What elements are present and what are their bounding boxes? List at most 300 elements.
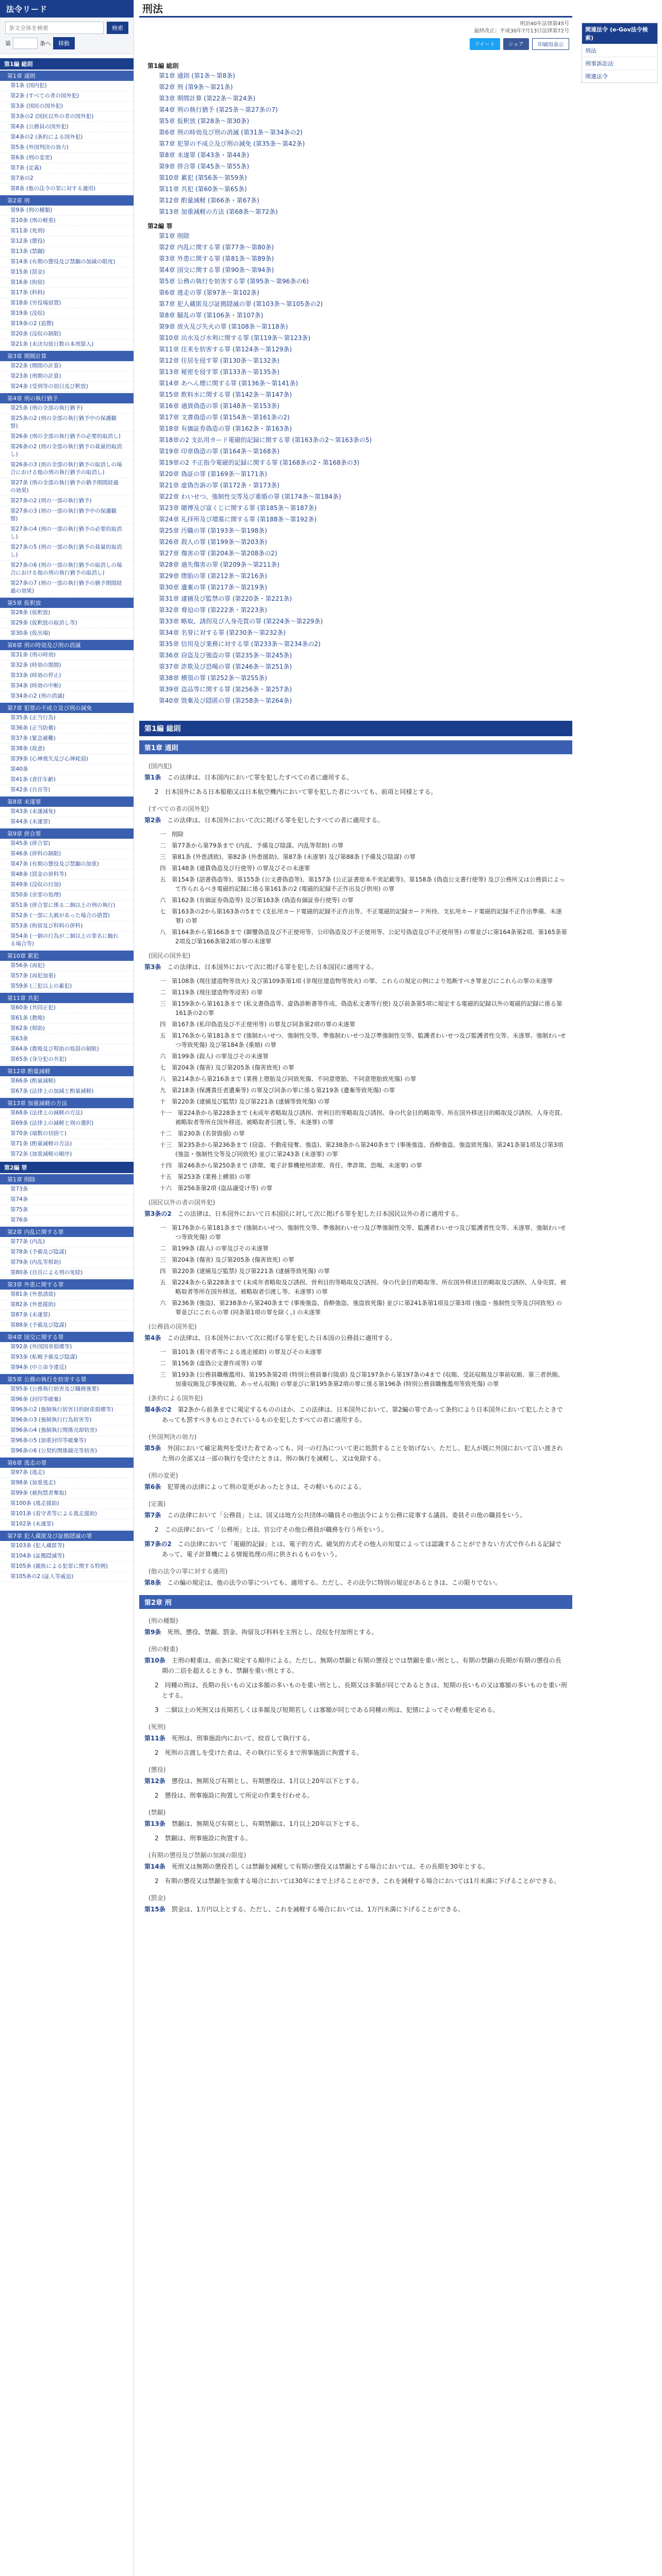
sidebar-toc-chapter[interactable]: 第1章 通則	[0, 71, 134, 81]
sidebar-toc-article[interactable]: 第96条の2 (強制執行妨害目的財産損壊等)	[0, 1405, 134, 1415]
sidebar-toc-article[interactable]: 第76条	[0, 1215, 134, 1226]
sidebar-toc-article[interactable]: 第30条 (仮出場)	[0, 629, 134, 639]
sidebar-toc-article[interactable]: 第64条 (教唆及び幇助の処罰の制限)	[0, 1044, 134, 1055]
sidebar-toc-article[interactable]: 第17条 (科料)	[0, 288, 134, 298]
toc-chapter-link[interactable]: 第39章 盗品等に関する罪 (第256条・第257条)	[159, 686, 292, 693]
sidebar-toc-chapter[interactable]: 第7章 犯罪の不成立及び刑の減免	[0, 703, 134, 713]
sidebar-toc-article[interactable]: 第74条	[0, 1195, 134, 1205]
toc-chapter-link[interactable]: 第38章 横領の罪 (第252条～第255条)	[159, 674, 268, 682]
article-number[interactable]: 第10条	[144, 1657, 166, 1664]
toc-chapter-link[interactable]: 第35章 信用及び業務に対する罪 (第233条～第234条の2)	[159, 640, 321, 648]
sidebar-toc-article[interactable]: 第47条 (有期の懲役及び禁錮の加重)	[0, 859, 134, 870]
sidebar-toc-article[interactable]: 第4条の2 (条約による国外犯)	[0, 132, 134, 143]
article-text: 死刑は、刑事施設内において、絞首して執行する。	[171, 1735, 314, 1742]
article-number[interactable]: 第2条	[144, 817, 161, 824]
toc-chapter-link[interactable]: 第17章 文書偽造の罪 (第154条～第161条の2)	[159, 414, 290, 421]
sidebar-toc-article[interactable]: 第11条 (死刑)	[0, 226, 134, 236]
sidebar-toc-article[interactable]: 第101条 (看守者等による逃走援助)	[0, 1509, 134, 1519]
toc-chapter-link[interactable]: 第11章 往来を妨害する罪 (第124条～第129条)	[159, 346, 292, 353]
article	[139, 1626, 572, 1640]
sidebar-toc-article[interactable]: 第36条 (正当防衛)	[0, 723, 134, 734]
sidebar-toc-article[interactable]: 第4条 (公務員の国外犯)	[0, 122, 134, 132]
sidebar-toc-chapter[interactable]: 第4章 刑の執行猶予	[0, 393, 134, 403]
toc-chapter-link[interactable]: 第8章 未遂罪 (第43条・第44条)	[159, 151, 250, 159]
sidebar-toc-article[interactable]: 第23条 (刑期の計算)	[0, 371, 134, 382]
sidebar-toc-article[interactable]: 第75条	[0, 1205, 134, 1215]
article-number[interactable]: 第12条	[144, 1777, 166, 1785]
site-header	[0, 0, 134, 18]
sidebar-toc-article[interactable]: 第9条 (刑の種類)	[0, 206, 134, 216]
article-item: 三 第81条 (外患誘致)、第82条 (外患援助)、第87条 (未遂罪) 及び第88条 (予備及び陰謀) の罪	[160, 853, 416, 860]
sidebar-toc-article[interactable]: 第65条 (身分犯の共犯)	[0, 1055, 134, 1065]
article-item: 五 第224条から第228条まで (未成年者略取及び誘拐、営利目的等略取及び誘拐、身の代金目的略取等、所在国外移送目的略取及び誘拐、人身売買、被略取者等所在国外移送、被略取者引渡し等、未遂罪) の罪	[160, 1279, 567, 1295]
article-number[interactable]: 第7条	[144, 1512, 161, 1519]
sidebar-toc-article[interactable]: 第62条 (幇助)	[0, 1024, 134, 1034]
sidebar-toc-article[interactable]: 第68条 (法律上の減軽の方法)	[0, 1108, 134, 1118]
sidebar-toc-article[interactable]: 第71条 (酌量減軽の方法)	[0, 1139, 134, 1149]
sidebar-toc-article[interactable]: 第16条 (拘留)	[0, 278, 134, 288]
sidebar-toc-article[interactable]: 第3条 (国民の国外犯)	[0, 101, 134, 112]
article-number[interactable]: 第11条	[144, 1735, 166, 1742]
article	[139, 1481, 572, 1495]
related-laws-box	[582, 23, 658, 83]
sidebar-toc-article[interactable]: 第19条 (没収)	[0, 309, 134, 319]
sidebar-toc-article[interactable]: 第26条の2 (刑の全部の執行猶予の裁量的取消し)	[0, 442, 134, 460]
article-caption: (公務員の国外犯)	[148, 1323, 197, 1330]
article-item: 五 第176条から第181条まで (強制わいせつ、強制性交等、準強制わいせつ及び準強制性交等、監護者わいせつ及び監護者性交等、未遂罪、強制わいせつ等致死傷) 及び第184条 (重婚) の罪	[160, 1032, 566, 1048]
article-caption: (刑の軽重)	[148, 1646, 178, 1653]
paragraph: 3 二個以上の死刑又は長期若しくは多額及び短期若しくは寡額が同じである同種の刑は、犯情によってその軽重を定める。	[155, 1706, 499, 1714]
print-view-button[interactable]: 印刷用表示	[532, 38, 569, 50]
sidebar-toc-article[interactable]: 第12条 (懲役)	[0, 236, 134, 247]
sidebar-toc-article[interactable]: 第96条の4 (強制執行関係売却妨害)	[0, 1426, 134, 1436]
sidebar-toc-article[interactable]: 第13条 (禁錮)	[0, 247, 134, 257]
article-number[interactable]: 第15条	[144, 1906, 166, 1913]
toc-chapter-link[interactable]: 第18章 有価証券偽造の罪 (第162条・第163条)	[159, 425, 292, 432]
sidebar-toc-article[interactable]: 第48条 (罰金の併科等)	[0, 870, 134, 880]
sidebar-toc-article[interactable]: 第102条 (未遂罪)	[0, 1519, 134, 1530]
sidebar-toc-article[interactable]: 第27条の6 (刑の一部の執行猶予の取消しの場合における他の刑の執行猶予の取消し)	[0, 561, 134, 579]
article-caption: (すべての者の国外犯)	[148, 805, 209, 812]
article	[139, 1442, 572, 1467]
article-number[interactable]: 第7条の2	[144, 1540, 172, 1548]
sidebar-toc-chapter[interactable]: 第4章 国交に関する罪	[0, 1332, 134, 1342]
sidebar-toc-article[interactable]: 第95条 (公務執行妨害及び職務強要)	[0, 1384, 134, 1395]
article-item: 十二 第230条 (名誉毀損) の罪	[160, 1130, 245, 1137]
sidebar-toc-article[interactable]: 第27条の5 (刑の一部の執行猶予の裁量的取消し)	[0, 543, 134, 561]
sidebar-toc-article[interactable]: 第39条 (心神喪失及び心神耗弱)	[0, 754, 134, 765]
sidebar-toc-article[interactable]: 第70条 (端数の切捨て)	[0, 1129, 134, 1139]
sidebar-toc-article[interactable]: 第99条 (被拘禁者奪取)	[0, 1488, 134, 1499]
article	[139, 1208, 572, 1222]
sidebar-toc-article[interactable]: 第31条 (刑の時効)	[0, 650, 134, 660]
sidebar-toc-article[interactable]: 第77条 (内乱)	[0, 1237, 134, 1247]
sidebar-toc-article[interactable]: 第26条 (刑の全部の執行猶予の必要的取消し)	[0, 432, 134, 442]
article	[139, 1509, 572, 1523]
toc-chapter-link[interactable]: 第13章 加重減軽の方法 (第68条～第72条)	[159, 208, 278, 215]
sidebar-toc-chapter[interactable]: 第6章 逃走の罪	[0, 1458, 134, 1468]
article-number[interactable]: 第4条	[144, 1334, 161, 1342]
sidebar-toc-article[interactable]: 第49条 (没収の付加)	[0, 880, 134, 890]
sidebar-toc-article[interactable]: 第34条の2 (刑の消滅)	[0, 691, 134, 702]
paragraph: 2 死刑の言渡しを受けた者は、その執行に至るまで刑事施設に拘置する。	[155, 1749, 363, 1756]
article-text: この法律は、日本国外において次に掲げる罪を犯した日本国の公務員に適用する。	[167, 1334, 396, 1342]
sidebar-toc-article[interactable]: 第81条 (外患誘致)	[0, 1290, 134, 1300]
sidebar-toc-article[interactable]: 第27条の3 (刑の一部の執行猶予中の保護観察)	[0, 506, 134, 524]
search-panel	[0, 18, 134, 54]
sidebar-toc-article[interactable]: 第34条 (時効の中断)	[0, 681, 134, 691]
sidebar-toc-article[interactable]: 第79条 (内乱等幇助)	[0, 1258, 134, 1268]
sidebar-toc-article[interactable]: 第10条 (刑の軽重)	[0, 216, 134, 226]
article-item: 一 第101条 (看守者等による逃走援助) の罪及びその未遂罪	[160, 1348, 322, 1355]
article	[139, 1903, 572, 1918]
sidebar-toc-article[interactable]: 第21条 (未決勾留日数の本刑算入)	[0, 340, 134, 350]
sidebar-toc	[0, 54, 134, 1584]
toc-chapter-link[interactable]: 第9章 併合罪 (第45条～第55条)	[159, 163, 250, 170]
sidebar-toc-article[interactable]: 第82条 (外患援助)	[0, 1300, 134, 1310]
toc-chapter-link[interactable]: 第36章 窃盗及び強盗の罪 (第235条～第245条)	[159, 652, 292, 659]
toc-chapter-link[interactable]: 第19章の2 不正指令電磁的記録に関する罪 (第168条の2・第168条の3)	[159, 459, 359, 466]
article	[139, 814, 572, 828]
sidebar-toc-article[interactable]: 第73条	[0, 1184, 134, 1195]
sidebar-toc-article[interactable]: 第61条 (教唆)	[0, 1013, 134, 1024]
sidebar-toc-article[interactable]: 第87条 (未遂罪)	[0, 1310, 134, 1320]
toc-chapter-link[interactable]: 第24章 礼拝所及び墳墓に関する罪 (第188条～第192条)	[159, 516, 317, 523]
toc-chapter-link[interactable]: 第40章 毀棄及び隠匿の罪 (第258条～第264条)	[159, 697, 292, 704]
main-toc	[139, 55, 572, 714]
sidebar-toc-article[interactable]: 第26条の3 (刑の全部の執行猶予の取消しの場合における他の刑の執行猶予の取消し)	[0, 460, 134, 478]
sidebar-toc-article[interactable]: 第94条 (中立命令違反)	[0, 1363, 134, 1373]
related-law-link[interactable]: 関連法令	[582, 70, 657, 82]
related-laws-heading: 関連法令 (e-Gov法令検索)	[582, 23, 657, 44]
article-item: 三 第159条から第161条まで (私文書偽造等、虚偽診断書等作成、偽造私文書等行使) 及び前条第5項に規定する電磁的記録以外の電磁的記録に係る第161条の2の罪	[160, 1000, 562, 1016]
sidebar-toc-article[interactable]: 第67条 (法律上の加減と酌量減軽)	[0, 1087, 134, 1097]
sidebar-toc-article[interactable]: 第54条 (一個の行為が二個以上の罪名に触れる場合等)	[0, 931, 134, 950]
sidebar-toc-article[interactable]: 第96条 (封印等破棄)	[0, 1395, 134, 1405]
sidebar-toc-article[interactable]: 第28条 (仮釈放)	[0, 608, 134, 618]
article-item: 五 第154条 (詔書偽造等)、第155条 (公文書偽造等)、第157条 (公正証書原本不実記載等)、第158条 (偽造公文書行使等) 及び公務所又は公務員によって作られるべき電磁的記録に係る第161条の2 (電磁的記録不正作出及び供用) の罪	[160, 876, 565, 892]
sidebar-toc-article[interactable]: 第104条 (証拠隠滅等)	[0, 1551, 134, 1562]
toc-chapter-link[interactable]: 第19章 印章偽造の罪 (第164条～第168条)	[159, 448, 280, 455]
sidebar-toc-article[interactable]: 第60条 (共同正犯)	[0, 1003, 134, 1013]
toc-chapter-link[interactable]: 第30章 遺棄の罪 (第217条～第219条)	[159, 584, 268, 591]
sidebar-toc-article[interactable]: 第41条 (責任年齢)	[0, 775, 134, 785]
toc-chapter-link[interactable]: 第5章 仮釈放 (第28条～第30条)	[159, 117, 250, 125]
sidebar-toc-article[interactable]: 第27条の7 (刑の一部の執行猶予の猶予期間経過の効果)	[0, 579, 134, 597]
article	[139, 1332, 572, 1346]
toc-chapter-link[interactable]: 第4章 刑の執行猶予 (第25条～第27条の7)	[159, 106, 278, 113]
article-number[interactable]: 第8条	[144, 1579, 161, 1586]
sidebar-toc-article[interactable]: 第43条 (未遂減免)	[0, 807, 134, 817]
article	[139, 771, 572, 786]
site-logo[interactable]: 法令リード	[6, 4, 48, 14]
sidebar-toc-article[interactable]: 第7条 (定義)	[0, 163, 134, 174]
sidebar-toc-article[interactable]: 第32条 (時効の期間)	[0, 660, 134, 671]
article-number[interactable]: 第9条	[144, 1629, 161, 1636]
article	[139, 961, 572, 975]
sidebar-toc-article[interactable]: 第80条 (自首による刑の免除)	[0, 1268, 134, 1278]
article-item: 三 第204条 (傷害) 及び第205条 (傷害致死) の罪	[160, 1256, 294, 1263]
twitter-share-button[interactable]: ツイート	[470, 38, 501, 50]
toc-chapter-link[interactable]: 第12章 酌量減軽 (第66条・第67条)	[159, 197, 259, 204]
toc-chapter-link[interactable]: 第10章 累犯 (第56条～第59条)	[159, 174, 247, 181]
article-number[interactable]: 第1条	[144, 774, 161, 781]
search-button[interactable]: 検索	[107, 22, 128, 34]
article-caption: (懲役)	[148, 1766, 166, 1773]
sidebar-toc-chapter[interactable]: 第5章 仮釈放	[0, 598, 134, 608]
toc-chapter-link[interactable]: 第13章 秘密を侵す罪 (第133条～第135条)	[159, 368, 280, 376]
sidebar-toc-article[interactable]: 第7条の2	[0, 174, 134, 184]
sidebar-toc-chapter[interactable]: 第1章 削除	[0, 1174, 134, 1184]
sidebar-toc-article[interactable]: 第3条の2 (国民以外の者の国外犯)	[0, 112, 134, 122]
sidebar-toc-article[interactable]: 第51条 (併合罪に係る二個以上の刑の執行)	[0, 901, 134, 911]
article-caption: (国民の国外犯)	[148, 952, 191, 959]
article-number[interactable]: 第4条の2	[144, 1406, 172, 1413]
article-number[interactable]: 第3条	[144, 963, 161, 971]
article-item: 十四 第246条から第250条まで (詐欺、電子計算機使用詐欺、背任、準詐欺、恐喝、未遂罪) の罪	[160, 1162, 422, 1169]
toc-chapter-link[interactable]: 第21章 虚偽告訴の罪 (第172条・第173条)	[159, 482, 280, 489]
article-jump-button[interactable]: 移動	[53, 37, 75, 49]
sidebar-toc-article[interactable]: 第56条 (再犯)	[0, 961, 134, 971]
sidebar-toc-article[interactable]: 第19条の2 (追徴)	[0, 319, 134, 329]
article-number[interactable]: 第3条の2	[144, 1210, 172, 1217]
toc-chapter-link[interactable]: 第15章 飲料水に関する罪 (第142条～第147条)	[159, 391, 292, 398]
sidebar-toc-chapter[interactable]: 第7章 犯人蔵匿及び証拠隠滅の罪	[0, 1531, 134, 1541]
sidebar-toc-article[interactable]: 第27条の2 (刑の一部の執行猶予)	[0, 496, 134, 506]
article-item: 一 第176条から第181条まで (強制わいせつ、強制性交等、準強制わいせつ及び準強制性交等、監護者わいせつ及び監護者性交等、未遂罪、強制わいせつ等致死傷) の罪	[160, 1224, 566, 1241]
sidebar-toc-article[interactable]: 第93条 (私戦予備及び陰謀)	[0, 1352, 134, 1363]
sidebar-toc-article[interactable]: 第27条の4 (刑の一部の執行猶予の必要的取消し)	[0, 524, 134, 543]
sidebar-toc-chapter[interactable]: 第2章 内乱に関する罪	[0, 1227, 134, 1237]
sidebar-toc-article[interactable]: 第5条 (外国判決の効力)	[0, 143, 134, 153]
toc-chapter-link[interactable]: 第11章 共犯 (第60条～第65条)	[159, 185, 247, 193]
sidebar-toc-article[interactable]: 第105条 (親族による犯罪に関する特例)	[0, 1562, 134, 1572]
sidebar-toc-article[interactable]: 第103条 (犯人蔵匿等)	[0, 1541, 134, 1551]
sidebar-toc-article[interactable]: 第45条 (併合罪)	[0, 839, 134, 849]
sidebar-toc-article[interactable]: 第42条 (自首等)	[0, 785, 134, 795]
toc-chapter-link[interactable]: 第3章 期間計算 (第22条～第24条)	[159, 95, 256, 102]
related-law-link[interactable]: 刑法	[582, 44, 657, 57]
toc-chapter-link[interactable]: 第2章 内乱に関する罪 (第77条～第80条)	[159, 244, 274, 251]
sidebar-toc-article[interactable]: 第72条 (加重減軽の順序)	[0, 1149, 134, 1160]
sidebar-toc-article[interactable]: 第78条 (予備及び陰謀)	[0, 1247, 134, 1258]
article-text: 外国において確定裁判を受けた者であっても、同一の行為について更に処罰することを妨げない。ただし、犯人が既に外国において言い渡された刑の全部又は一部の執行を受けたときは、刑の執行を減軽し、又は免除する。	[162, 1445, 564, 1462]
main-content	[139, 0, 572, 2576]
search-input[interactable]	[5, 22, 104, 34]
sidebar-toc-article[interactable]: 第96条の5 (加重封印等破棄等)	[0, 1436, 134, 1446]
article-item: 四 第148条 (通貨偽造及び行使等) の罪及びその未遂罪	[160, 865, 310, 872]
sidebar-toc-article[interactable]: 第25条の2 (刑の全部の執行猶予中の保護観察)	[0, 414, 134, 432]
toc-chapter-link[interactable]: 第6章 刑の時効及び刑の消滅 (第31条～第34条の2)	[159, 129, 303, 136]
toc-chapter-link[interactable]: 第14章 あへん煙に関する罪 (第136条～第141条)	[159, 380, 299, 387]
article-item: 八 第214条から第216条まで (業務上堕胎及び同致死傷、不同意堕胎、不同意堕胎致死傷) の罪	[160, 1075, 417, 1082]
sidebar-toc-chapter[interactable]: 第9章 併合罪	[0, 828, 134, 839]
share-buttons	[139, 35, 572, 55]
article-text: 懲役は、無期及び有期とし、有期懲役は、1月以上20年以下とする。	[171, 1777, 363, 1785]
toc-chapter-link[interactable]: 第10章 出水及び水利に関する罪 (第119条～第123条)	[159, 334, 311, 342]
sidebar-toc-article[interactable]: 第15条 (罰金)	[0, 267, 134, 278]
sidebar-toc-article[interactable]: 第29条 (仮釈放の取消し等)	[0, 618, 134, 629]
toc-chapter-link[interactable]: 第20章 偽証の罪 (第169条～第171条)	[159, 470, 268, 478]
sidebar-toc-article[interactable]: 第2条 (すべての者の国外犯)	[0, 91, 134, 101]
toc-chapter-link[interactable]: 第29章 堕胎の罪 (第212条～第216条)	[159, 572, 268, 580]
toc-chapter-link[interactable]: 第18章の2 支払用カード電磁的記録に関する罪 (第163条の2～第163条の5)	[159, 436, 372, 444]
sidebar-toc-article[interactable]: 第50条 (余罪の処理)	[0, 890, 134, 901]
sidebar-toc-part[interactable]: 第1編 総則	[0, 58, 134, 70]
article-text: 第2条から前条までに規定するもののほか、この法律は、日本国外において、第2編の罪であって条約により日本国外において犯したときであっても罰すべきものとされているものを犯したすべての者に適用する。	[162, 1406, 563, 1423]
law-meta	[139, 18, 572, 35]
sidebar-toc-article[interactable]: 第35条 (正当行為)	[0, 713, 134, 723]
toc-chapter-link[interactable]: 第31章 逮捕及び監禁の罪 (第220条・第221条)	[159, 595, 292, 602]
toc-chapter-link[interactable]: 第4章 国交に関する罪 (第90条～第94条)	[159, 266, 274, 274]
toc-chapter-link[interactable]: 第16章 通貨偽造の罪 (第148条～第153条)	[159, 402, 280, 410]
sidebar-toc-article[interactable]: 第27条 (刑の全部の執行猶予の猶予期間経過の効果)	[0, 478, 134, 496]
sidebar-toc-article[interactable]: 第69条 (法律上の減軽と刑の選択)	[0, 1118, 134, 1129]
sidebar-toc-article[interactable]: 第14条 (有期の懲役及び禁錮の加減の限度)	[0, 257, 134, 267]
article-caption: (刑の種類)	[148, 1617, 178, 1624]
sidebar-toc-article[interactable]: 第18条 (労役場留置)	[0, 298, 134, 309]
sidebar-toc-article[interactable]: 第57条 (再犯加重)	[0, 971, 134, 981]
toc-chapter-link[interactable]: 第26章 殺人の罪 (第199条～第203条)	[159, 538, 268, 546]
article-item: 十三 第235条から第236条まで (窃盗、不動産侵奪、強盗)、第238条から第240条まで (事後強盗、昏酔強盗、強盗致死傷)、第241条第1項及び第3項 (強盗・強制性交等及び同致死) 並びに第243条 (未遂罪) の罪	[160, 1141, 564, 1158]
toc-chapter-link[interactable]: 第34章 名誉に対する罪 (第230条～第232条)	[159, 629, 286, 636]
part-heading: 第1編 総則	[139, 721, 572, 736]
sidebar-toc-article[interactable]: 第96条の3 (強制執行行為妨害等)	[0, 1415, 134, 1426]
sidebar-toc-article[interactable]: 第40条	[0, 765, 134, 775]
article-caption: (外国判決の効力)	[148, 1433, 197, 1440]
sidebar-toc-chapter[interactable]: 第3章 外患に関する罪	[0, 1279, 134, 1290]
toc-chapter-link[interactable]: 第1章 削除	[159, 232, 190, 240]
sidebar-toc-article[interactable]: 第88条 (予備及び陰謀)	[0, 1320, 134, 1331]
article-item: 八 第164条から第166条まで (御璽偽造及び不正使用等、公印偽造及び不正使用等、公記号偽造及び不正使用等) の罪並びに第164条第2項、第165条第2項及び第166条第2項の罪の未遂罪	[160, 928, 567, 945]
sidebar-toc-article[interactable]: 第25条 (刑の全部の執行猶予)	[0, 403, 134, 414]
article-text: この法律は、日本国外において次に掲げる罪を犯した日本国民に適用する。	[167, 963, 378, 971]
sidebar-toc-chapter[interactable]: 第3章 期間計算	[0, 351, 134, 361]
toc-chapter-link[interactable]: 第12章 住居を侵す罪 (第130条～第132条)	[159, 357, 280, 364]
jump-label-post: 条へ	[40, 40, 51, 47]
right-sidebar	[577, 0, 662, 2576]
article-item: 二 第77条から第79条まで (内乱、予備及び陰謀、内乱等幇助) の罪	[160, 842, 344, 849]
toc-chapter-link[interactable]: 第33章 略取、誘拐及び人身売買の罪 (第224条～第229条)	[159, 618, 323, 625]
article-item: 十 第220条 (逮捕及び監禁) 及び第221条 (逮捕等致死傷) の罪	[160, 1098, 330, 1105]
toc-chapter-link[interactable]: 第25章 汚職の罪 (第193条～第198条)	[159, 527, 268, 534]
sidebar-toc-article[interactable]: 第98条 (加重逃走)	[0, 1478, 134, 1488]
sidebar-toc-article[interactable]: 第105条の2 (証人等威迫)	[0, 1572, 134, 1582]
related-law-link[interactable]: 刑事訴訟法	[582, 57, 657, 70]
paragraph: 2 同種の刑は、長期の長いもの又は多額の多いものを重い刑とし、長期又は多額が同じであるときは、短期の長いもの又は寡額の多いものを重い刑とする。	[155, 1682, 567, 1699]
sidebar-toc-article[interactable]: 第44条 (未遂罪)	[0, 817, 134, 827]
article-item: 二 第119条 (現住建造物等浸害) の罪	[160, 989, 263, 996]
sidebar-toc-part[interactable]: 第2編 罪	[0, 1162, 134, 1173]
facebook-share-button[interactable]: シェア	[503, 38, 529, 50]
toc-chapter-link[interactable]: 第7章 犯罪の不成立及び刑の減免 (第35条～第42条)	[159, 140, 305, 147]
chapter-heading: 第2章 刑	[139, 1595, 572, 1609]
toc-chapter-link[interactable]: 第27章 傷害の罪 (第204条～第208条の2)	[159, 550, 277, 557]
sidebar-toc-article[interactable]: 第59条 (三犯以上の累犯)	[0, 981, 134, 992]
toc-chapter-link[interactable]: 第8章 騒乱の罪 (第106条・第107条)	[159, 312, 263, 319]
article	[139, 1577, 572, 1591]
article-jump-input[interactable]	[13, 38, 38, 49]
toc-chapter-link[interactable]: 第7章 犯人蔵匿及び証拠隠滅の罪 (第103条～第105条の2)	[159, 300, 323, 308]
sidebar-toc-chapter[interactable]: 第2章 刑	[0, 195, 134, 206]
sidebar-toc-chapter[interactable]: 第5章 公務の執行を妨害する罪	[0, 1374, 134, 1384]
sidebar-toc-article[interactable]: 第46条 (併科の制限)	[0, 849, 134, 859]
article-text: この編の規定は、他の法令の罪についても、適用する。ただし、その法令に特別の規定があるときは、この限りでない。	[167, 1579, 502, 1586]
item-list	[139, 1346, 572, 1389]
toc-chapter-link[interactable]: 第22章 わいせつ、強制性交等及び重婚の罪 (第174条～第184条)	[159, 493, 341, 500]
article-caption: (国民以外の者の国外犯)	[148, 1199, 216, 1206]
sidebar-toc-article[interactable]: 第38条 (故意)	[0, 744, 134, 754]
toc-chapter-link[interactable]: 第32章 脅迫の罪 (第222条・第223条)	[159, 606, 268, 614]
toc-chapter-link[interactable]: 第23章 賭博及び富くじに関する罪 (第185条～第187条)	[159, 504, 317, 512]
sidebar-toc-article[interactable]: 第92条 (外国国章損壊等)	[0, 1342, 134, 1352]
sidebar-toc-chapter[interactable]: 第8章 未遂罪	[0, 796, 134, 807]
sidebar-toc-article[interactable]: 第22条 (期間の計算)	[0, 361, 134, 371]
toc-chapter-link[interactable]: 第2章 刑 (第9条～第21条)	[159, 83, 233, 91]
article-item: 十一 第224条から第228条まで (未成年者略取及び誘拐、営利目的等略取及び誘拐、身の代金目的略取等、所在国外移送目的略取及び誘拐、人身売買、被略取者等所在国外移送、被略取者引渡し等、未遂罪) の罪	[160, 1109, 567, 1126]
sidebar-toc-article[interactable]: 第63条	[0, 1034, 134, 1044]
toc-chapter-link[interactable]: 第3章 外患に関する罪 (第81条～第89条)	[159, 255, 274, 262]
toc-part: 第2編 罪	[147, 223, 173, 230]
article-caption: (他の法令の罪に対する適用)	[148, 1568, 228, 1575]
article-text: この法律において「公務員」とは、国又は地方公共団体の職員その他法令により公務に従事する議員、委員その他の職員をいう。	[167, 1512, 526, 1519]
sidebar-toc-article[interactable]: 第52条 (一部に大赦があった場合の措置)	[0, 911, 134, 921]
sidebar-toc-chapter[interactable]: 第11章 共犯	[0, 993, 134, 1003]
sidebar-toc-article[interactable]: 第100条 (逃走援助)	[0, 1499, 134, 1509]
sidebar-toc-article[interactable]: 第37条 (緊急避難)	[0, 734, 134, 744]
toc-chapter-link[interactable]: 第28章 過失傷害の罪 (第209条～第211条)	[159, 561, 280, 568]
law-number: 明治40年法律第45号	[520, 21, 569, 27]
sidebar-toc-chapter[interactable]: 第10章 累犯	[0, 951, 134, 961]
toc-chapter-link[interactable]: 第37章 詐欺及び恐喝の罪 (第246条～第251条)	[159, 663, 292, 670]
sidebar-toc-article[interactable]: 第24条 (受刑等の初日及び釈放)	[0, 382, 134, 392]
sidebar-toc-article[interactable]: 第66条 (酌量減軽)	[0, 1076, 134, 1087]
article-text: この法律は、日本国外において次に掲げる罪を犯したすべての者に適用する。	[167, 817, 384, 824]
toc-chapter-link[interactable]: 第9章 放火及び失火の罪 (第108条～第118条)	[159, 323, 288, 330]
toc-chapter-link[interactable]: 第6章 逃走の罪 (第97条～第102条)	[159, 289, 259, 296]
article-number[interactable]: 第14条	[144, 1863, 166, 1870]
sidebar-toc-article[interactable]: 第96条の6 (公契約関係競売等妨害)	[0, 1446, 134, 1456]
article-caption: (死刑)	[148, 1723, 166, 1731]
article-item: 一 削除	[160, 831, 184, 838]
sidebar-toc-article[interactable]: 第53条 (拘留及び科料の併科)	[0, 921, 134, 931]
article-item: 四 第167条 (私印偽造及び不正使用等) の罪及び同条第2項の罪の未遂罪	[160, 1021, 356, 1028]
sidebar-toc-article[interactable]: 第97条 (逃走)	[0, 1468, 134, 1478]
article-text: この法律は、日本国内において罪を犯したすべての者に適用する。	[167, 774, 353, 781]
article-text: この法律において「電磁的記録」とは、電子的方式、磁気的方式その他人の知覚によっては認識することができない方式で作られる記録であって、電子計算機による情報処理の用に供されるものをいう。	[162, 1540, 561, 1558]
sidebar-toc-article[interactable]: 第33条 (時効の停止)	[0, 671, 134, 681]
article-number[interactable]: 第6条	[144, 1483, 161, 1490]
toc-part: 第1編 総則	[147, 62, 179, 70]
sidebar-toc-article[interactable]: 第1条 (国内犯)	[0, 81, 134, 91]
sidebar-toc-article[interactable]: 第6条 (刑の変更)	[0, 153, 134, 163]
article-item: 六 第236条 (強盗)、第238条から第240条まで (事後強盗、昏酔強盗、強盗致死傷) 並びに第241条第1項及び第3項 (強盗・強制性交等及び同致死) の罪並びにこれらの罪 (同条第1項の罪を除く。) の未遂罪	[160, 1299, 562, 1316]
paragraph: 2 この法律において「公務所」とは、官公庁その他公務員が職務を行う所をいう。	[155, 1526, 388, 1533]
item-list	[139, 975, 572, 1194]
sidebar-toc-article[interactable]: 第8条 (他の法令の罪に対する適用)	[0, 184, 134, 194]
article-number[interactable]: 第5条	[144, 1445, 161, 1452]
sidebar-toc-chapter[interactable]: 第6章 刑の時効及び刑の消滅	[0, 640, 134, 650]
toc-chapter-link[interactable]: 第5章 公務の執行を妨害する罪 (第95条～第96条の6)	[159, 278, 309, 285]
article	[139, 1654, 572, 1679]
sidebar-toc-chapter[interactable]: 第13章 加重減軽の方法	[0, 1098, 134, 1108]
article-number[interactable]: 第13条	[144, 1820, 166, 1827]
sidebar-toc-chapter[interactable]: 第12章 酌量減軽	[0, 1066, 134, 1076]
article-text: 死刑又は無期の懲役若しくは禁錮を減軽して有期の懲役又は禁錮とする場合においては、その長期を30年とする。	[171, 1863, 489, 1870]
article-item: 二 第199条 (殺人) の罪及びその未遂罪	[160, 1245, 269, 1252]
sidebar-toc-article[interactable]: 第20条 (没収の制限)	[0, 329, 134, 340]
toc-chapter-link[interactable]: 第1章 通則 (第1条～第8条)	[159, 72, 235, 79]
